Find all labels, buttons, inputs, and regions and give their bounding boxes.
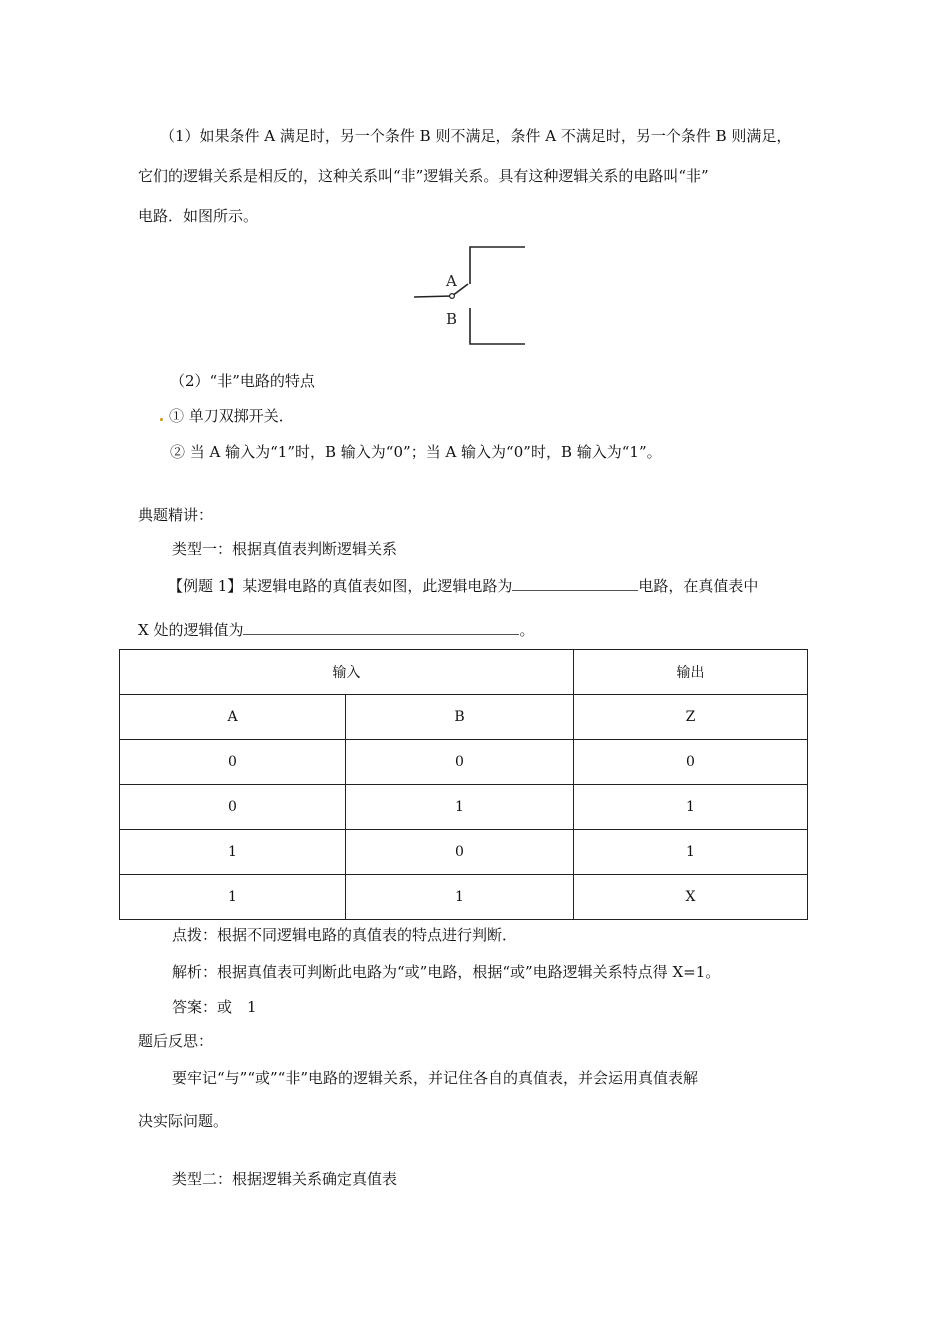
example-1-line-1: 【例题 1】某逻辑电路的真值表如图，此逻辑电路为 电路，在真值表中 (168, 577, 759, 595)
upper-contact-wire (470, 247, 525, 284)
paragraph-2-title: （2）“非”电路的特点 (170, 372, 315, 390)
table-row (120, 740, 808, 785)
reflection-line-2: 决实际问题。 (138, 1112, 229, 1130)
table-cell: 0 (120, 785, 346, 830)
column-header-b: B (346, 695, 574, 740)
column-header-a: A (120, 695, 346, 740)
reflection-title: 题后反思： (138, 1032, 214, 1050)
answer-text: 答案：或 1 (172, 998, 257, 1016)
table-cell: 1 (574, 830, 808, 875)
answer-blank-2 (243, 620, 519, 635)
table-cell: 1 (346, 875, 574, 920)
label-a: A (446, 272, 457, 290)
table-cell: 1 (346, 785, 574, 830)
reflection-line-1: 要牢记“与”“或”“非”电路的逻辑关系，并记住各自的真值表，并会运用真值表解 (172, 1069, 699, 1087)
table-row (120, 830, 808, 875)
example-1-line-2: X 处的逻辑值为 。 (138, 621, 535, 639)
analysis-text: 解析：根据真值表可判断此电路为“或”电路，根据“或”电路逻辑关系特点得 X=1。 (172, 963, 721, 981)
type-1-title: 类型一：根据真值表判断逻辑关系 (172, 540, 398, 558)
hint-text: 点拨：根据不同逻辑电路的真值表的特点进行判断． (172, 926, 518, 944)
table-cell: 1 (120, 830, 346, 875)
truth-table (119, 649, 808, 920)
table-cell: 1 (574, 785, 808, 830)
table-header-row (120, 695, 808, 740)
answer-blank-1 (512, 576, 638, 591)
section-title: 典题精讲： (138, 506, 214, 524)
lower-contact-wire (470, 308, 525, 344)
paragraph-1-line-3: 电路．如图所示。 (138, 207, 259, 225)
not-circuit-switch-diagram (410, 240, 535, 352)
table-group-header-row (120, 650, 808, 695)
marker-dot (160, 418, 163, 421)
table-row (120, 875, 808, 920)
label-b: B (446, 310, 458, 328)
table-cell: 0 (120, 740, 346, 785)
paragraph-2-item-2: ② 当 A 输入为“1”时，B 输入为“0”；当 A 输入为“0”时，B 输入为“1”。 (170, 443, 662, 461)
group-header-input: 输入 (120, 650, 574, 695)
type-2-title: 类型二：根据逻辑关系确定真值表 (172, 1170, 398, 1188)
table-cell: X (574, 875, 808, 920)
table-cell: 0 (574, 740, 808, 785)
table-cell: 1 (120, 875, 346, 920)
paragraph-1-line-1: （1）如果条件 A 满足时，另一个条件 B 则不满足，条件 A 不满足时，另一个条件 B 则满足， (160, 127, 792, 145)
table-row (120, 785, 808, 830)
table-cell: 0 (346, 740, 574, 785)
switch-pivot (450, 294, 455, 299)
paragraph-1-line-2: 它们的逻辑关系是相反的，这种关系叫“非”逻辑关系。具有这种逻辑关系的电路叫“非” (138, 167, 709, 185)
table-cell: 0 (346, 830, 574, 875)
input-wire (414, 296, 452, 297)
group-header-output: 输出 (574, 650, 808, 695)
paragraph-2-item-1: ① 单刀双掷开关． (160, 406, 294, 426)
column-header-z: Z (574, 695, 808, 740)
